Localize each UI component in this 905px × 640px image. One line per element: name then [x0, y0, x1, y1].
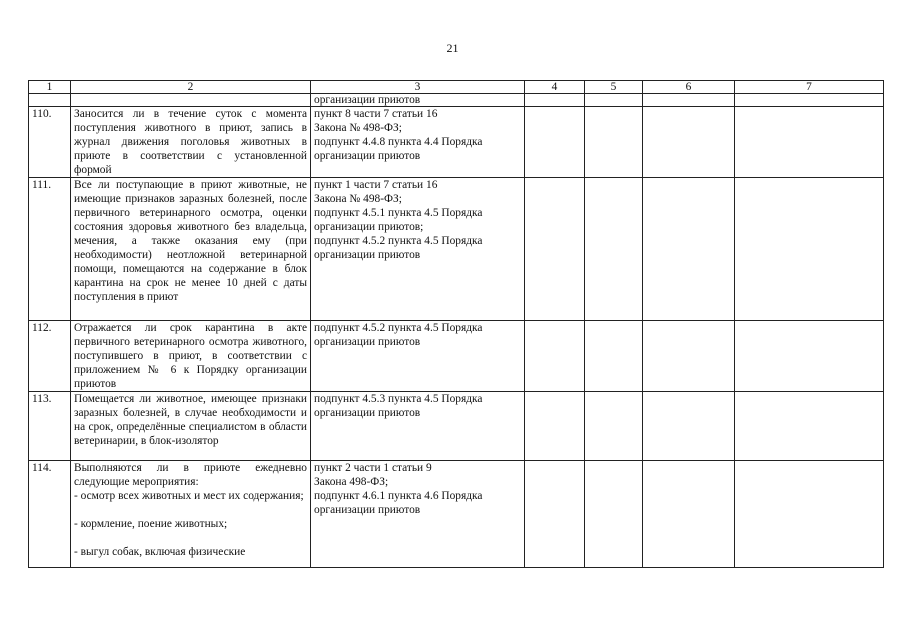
empty-cell: [735, 107, 884, 178]
empty-cell: [735, 178, 884, 321]
empty-cell: [585, 461, 643, 568]
question-cell: Заносится ли в течение суток с момента поступления животного в приют, запись в журнал движения поголовья животных в приюте в соответствии с установленной формой: [71, 107, 311, 178]
empty-cell: [735, 321, 884, 392]
question-cell: Отражается ли срок карантина в акте первичного ветеринарного осмотра животного, поступившего в приют, в соответствии с приложением № 6 к Порядку организации приютов: [71, 321, 311, 392]
question-cell: Выполняются ли в приюте ежедневно следующие мероприятия: - осмотр всех животных и мест их содержания; - кормление, поение животных; - выгул собак, включая физические: [71, 461, 311, 568]
question-cell: Помещается ли животное, имеющее признаки заразных болезней, в случае необходимости и на срок, определённые специалистом в области ветеринарии, в блок-изолятор: [71, 392, 311, 461]
empty-cell: [585, 321, 643, 392]
empty-cell: [735, 392, 884, 461]
empty-cell: [525, 321, 585, 392]
reference-cell: подпункт 4.5.2 пункта 4.5 Порядка организации приютов: [311, 321, 525, 392]
continuation-row: [29, 94, 884, 107]
reference-cell: подпункт 4.5.3 пункта 4.5 Порядка организации приютов: [311, 392, 525, 461]
table-row: [29, 461, 884, 568]
empty-cell: [525, 392, 585, 461]
table-row: [29, 392, 884, 461]
table-row: [29, 321, 884, 392]
page-number: 21: [446, 41, 459, 55]
header-cell-6: 6: [643, 81, 735, 94]
reference-cell: пункт 2 части 1 статьи 9 Закона 498-ФЗ; подпункт 4.6.1 пункта 4.6 Порядка организации приютов: [311, 461, 525, 568]
question-cell: Все ли поступающие в приют животные, не имеющие признаков заразных болезней, после первичного ветеринарного осмотра, оценки состояния здоровья животного без владельца, мечения, а также оказания ему (при необходимости) неотложной ветеринарной помощи, помещаются на содержание в блок карантина на срок не менее 10 дней с даты поступления в приют: [71, 178, 311, 321]
empty-cell: [643, 321, 735, 392]
empty-cell: [585, 178, 643, 321]
empty-cell: [525, 178, 585, 321]
table-row: [29, 178, 884, 321]
row-number: 113.: [29, 392, 71, 461]
header-cell-3: 3: [311, 81, 525, 94]
checklist-table: [28, 80, 884, 568]
row-number: 114.: [29, 461, 71, 568]
row-number: 110.: [29, 107, 71, 178]
empty-cell: [643, 461, 735, 568]
empty-cell: [735, 461, 884, 568]
row-number: 112.: [29, 321, 71, 392]
header-row: [29, 81, 884, 94]
empty-cell: [525, 107, 585, 178]
table-row: [29, 107, 884, 178]
empty-cell: [643, 392, 735, 461]
header-cell-4: 4: [525, 81, 585, 94]
header-cell-1: 1: [29, 81, 71, 94]
empty-cell: [643, 107, 735, 178]
continuation-reference: организации приютов: [311, 94, 525, 107]
header-cell-5: 5: [585, 81, 643, 94]
reference-cell: пункт 8 части 7 статьи 16 Закона № 498-ФЗ; подпункт 4.4.8 пункта 4.4 Порядка организации приютов: [311, 107, 525, 178]
header-cell-7: 7: [735, 81, 884, 94]
header-cell-2: 2: [71, 81, 311, 94]
empty-cell: [585, 107, 643, 178]
row-number: 111.: [29, 178, 71, 321]
empty-cell: [525, 461, 585, 568]
empty-cell: [643, 178, 735, 321]
reference-cell: пункт 1 части 7 статьи 16 Закона № 498-ФЗ; подпункт 4.5.1 пункта 4.5 Порядка организации приютов; подпункт 4.5.2 пункта 4.5 Порядка организации приютов: [311, 178, 525, 321]
empty-cell: [585, 392, 643, 461]
